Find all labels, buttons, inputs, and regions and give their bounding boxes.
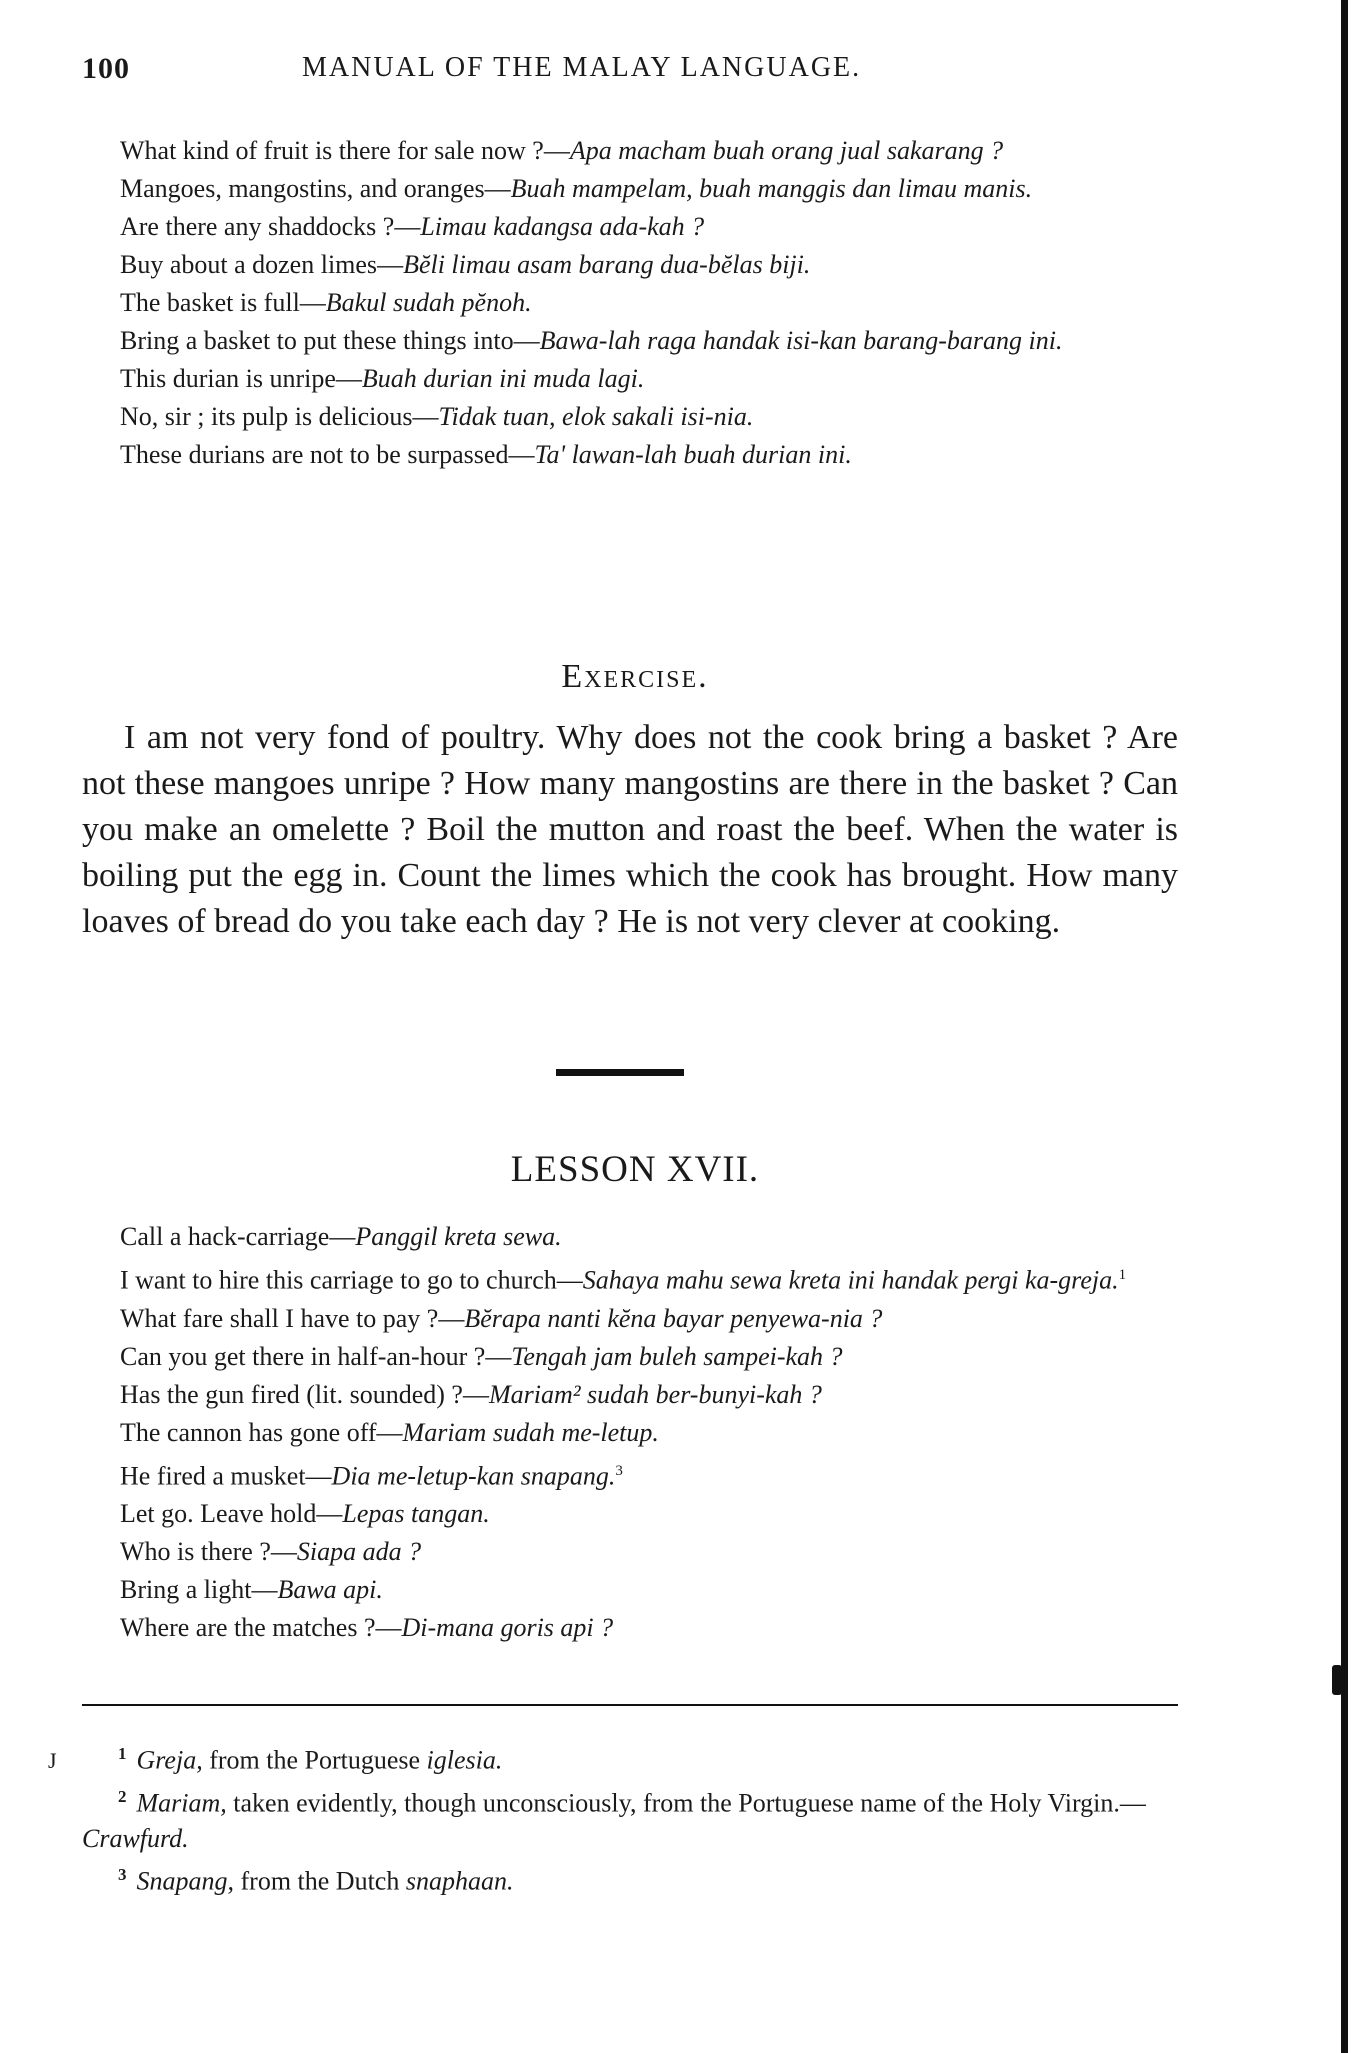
english-phrase: Can you get there in half-an-hour ? <box>120 1341 486 1371</box>
footnote-rule <box>82 1704 1178 1706</box>
page-edge-shadow <box>1341 0 1348 2053</box>
footnote-reference: 1 <box>1118 1267 1127 1283</box>
dash-separator: — <box>438 1303 465 1333</box>
dash-separator: — <box>299 288 326 317</box>
english-phrase: No, sir ; its pulp is delicious <box>120 402 413 431</box>
malay-phrase: Lepas tangan. <box>342 1499 490 1529</box>
section-divider <box>556 1069 684 1076</box>
english-phrase: The basket is full <box>120 288 300 317</box>
footnote-term: Snapang, <box>136 1866 234 1896</box>
dash-separator: — <box>376 1417 403 1447</box>
malay-phrase: Buah mampelam, buah manggis dan limau manis. <box>510 174 1033 203</box>
english-phrase: Who is there ? <box>120 1537 271 1567</box>
phrase-entry <box>120 436 1180 474</box>
footnote <box>82 1857 1178 1900</box>
lesson-heading: LESSON XVII. <box>510 1149 760 1190</box>
page-edge-notch <box>1332 1665 1342 1695</box>
english-phrase: He fired a musket <box>120 1461 306 1491</box>
footnote-text: from the Dutch <box>234 1866 406 1896</box>
phrase-entry <box>120 322 1180 360</box>
phrase-entry <box>120 284 1180 322</box>
phrase-entry <box>120 1376 1180 1414</box>
dash-separator: — <box>316 1499 343 1529</box>
footnote <box>82 1736 1178 1779</box>
malay-phrase: Limau kadangsa ada-kah ? <box>420 212 705 241</box>
dash-separator: — <box>329 1222 356 1251</box>
malay-phrase: Tidak tuan, elok sakali isi-nia. <box>438 402 754 431</box>
page-number: 100 <box>82 52 130 85</box>
footnote-text: from the Portuguese <box>202 1745 427 1775</box>
english-phrase: This durian is unripe <box>120 364 336 393</box>
phrase-entry <box>120 1300 1180 1338</box>
footnote-term: Mariam, <box>136 1788 227 1818</box>
phrase-entry <box>120 1571 1180 1609</box>
malay-phrase: Sahaya mahu sewa kreta ini handak pergi ka-greja. <box>582 1265 1119 1295</box>
english-phrase: Bring a light <box>120 1575 252 1605</box>
dash-separator: — <box>508 440 535 469</box>
malay-phrase: Buah durian ini muda lagi. <box>361 364 645 393</box>
english-phrase: These durians are not to be surpassed <box>120 440 509 469</box>
english-phrase: Call a hack-carriage <box>120 1222 330 1251</box>
malay-phrase: Apa macham buah orang jual sakarang ? <box>569 136 1004 165</box>
dash-separator: — <box>305 1461 332 1491</box>
footnote-mark: 1 <box>118 1744 127 1763</box>
phrase-entry <box>120 1338 1180 1376</box>
dash-separator: — <box>556 1265 583 1295</box>
phrase-entry <box>120 1414 1180 1452</box>
english-phrase: Buy about a dozen limes <box>120 250 378 279</box>
english-phrase: The cannon has gone off <box>120 1417 377 1447</box>
malay-phrase: Bawa api. <box>277 1575 383 1605</box>
phrase-list-top <box>120 132 1180 474</box>
malay-phrase: Dia me-letup-kan snapang. <box>331 1461 616 1491</box>
malay-phrase: Bĕrapa nanti kĕna bayar penyewa-nia ? <box>464 1303 883 1333</box>
english-phrase: What kind of fruit is there for sale now ? <box>120 136 544 165</box>
phrase-entry <box>120 1218 1180 1256</box>
malay-phrase: Siapa ada ? <box>296 1537 422 1567</box>
phrase-entry <box>120 208 1180 246</box>
footnote <box>82 1779 1178 1858</box>
footnote-source: iglesia. <box>426 1745 503 1775</box>
footnote-source: Crawfurd. <box>82 1824 189 1854</box>
running-title: MANUAL OF THE MALAY LANGUAGE. <box>302 52 862 83</box>
dash-separator: — <box>375 1613 402 1643</box>
phrase-entry <box>120 1609 1180 1647</box>
dash-separator: — <box>513 326 540 355</box>
english-phrase: Mangoes, mangostins, and oranges <box>120 174 485 203</box>
english-phrase: Are there any shaddocks ? <box>120 212 395 241</box>
english-phrase: What fare shall I have to pay ? <box>120 1303 439 1333</box>
english-phrase: Bring a basket to put these things into <box>120 326 514 355</box>
footnote-mark: 3 <box>118 1865 127 1885</box>
phrase-entry <box>120 1495 1180 1533</box>
footnote-text: taken evidently, though unconsciously, from the Portuguese name of the Holy Virgin.— <box>226 1788 1146 1818</box>
phrase-entry <box>120 1452 1180 1496</box>
dash-separator: — <box>377 250 404 279</box>
english-phrase: Let go. Leave hold <box>120 1499 317 1529</box>
malay-phrase: Tengah jam buleh sampei-kah ? <box>511 1341 843 1371</box>
malay-phrase: Bawa-lah raga handak isi-kan barang-barang ini. <box>539 326 1063 355</box>
english-phrase: Has the gun fired (lit. sounded) ? <box>120 1379 463 1409</box>
margin-mark: J <box>48 1748 57 1773</box>
footnotes <box>82 1736 1178 1900</box>
phrase-entry <box>120 398 1180 436</box>
dash-separator: — <box>543 136 570 165</box>
dash-separator: — <box>270 1537 297 1567</box>
dash-separator: — <box>462 1379 489 1409</box>
footnote-source: snaphaan. <box>405 1866 514 1896</box>
exercise-heading: Exercise. <box>561 658 709 695</box>
phrase-list-lesson <box>120 1218 1180 1647</box>
footnote-term: Greja, <box>136 1745 203 1775</box>
dash-separator: — <box>485 1341 512 1371</box>
dash-separator: — <box>394 212 421 241</box>
phrase-entry <box>120 360 1180 398</box>
dash-separator: — <box>412 402 439 431</box>
dash-separator: — <box>335 364 362 393</box>
phrase-entry <box>120 1256 1180 1300</box>
footnote-mark: 2 <box>118 1786 127 1806</box>
malay-phrase: Bakul sudah pĕnoh. <box>325 288 532 317</box>
footnote-reference: 3 <box>615 1462 623 1479</box>
running-header <box>82 52 1182 92</box>
exercise-text: I am not very fond of poultry. Why does not the cook bring a basket ? Are not these mangoes unripe ? How many mangostins are there in the basket ? Can you make an omelette ? Boil the mutton and roast the beef. When the water is boiling put the egg in. Count the limes which the cook has brought. How many loaves of bread do you take each day ? He is not very clever at cooking. <box>82 719 1178 940</box>
english-phrase: Where are the matches ? <box>120 1613 376 1643</box>
phrase-entry <box>120 246 1180 284</box>
phrase-entry <box>120 132 1180 170</box>
malay-phrase: Panggil kreta sewa. <box>355 1222 562 1251</box>
dash-separator: — <box>484 174 511 203</box>
malay-phrase: Ta' lawan-lah buah durian ini. <box>534 440 852 469</box>
phrase-entry <box>120 1533 1180 1571</box>
malay-phrase: Mariam sudah me-letup. <box>402 1417 659 1447</box>
malay-phrase: Mariam² sudah ber-bunyi-kah ? <box>488 1379 822 1409</box>
english-phrase: I want to hire this carriage to go to church <box>120 1265 557 1295</box>
dash-separator: — <box>251 1575 278 1605</box>
phrase-entry <box>120 170 1180 208</box>
malay-phrase: Di-mana goris api ? <box>401 1613 614 1643</box>
malay-phrase: Bĕli limau asam barang dua-bĕlas biji. <box>403 250 811 279</box>
